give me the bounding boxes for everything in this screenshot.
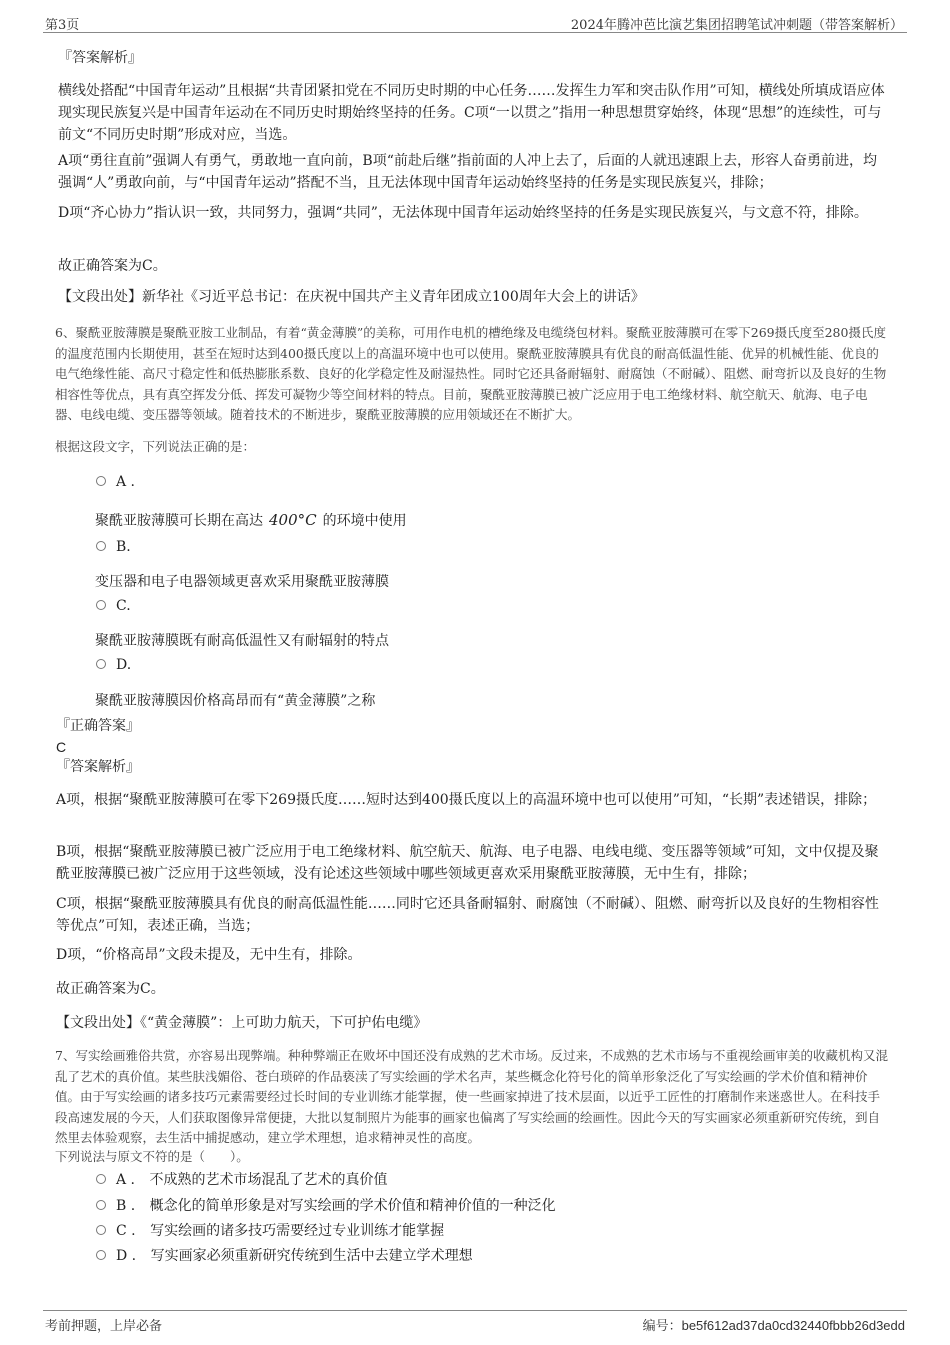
radio-icon[interactable] xyxy=(96,659,106,669)
q6-correct-answer: C xyxy=(56,739,67,755)
page-footer xyxy=(43,1310,907,1333)
q7-option-d[interactable]: D . 写实画家必须重新研究传统到生活中去建立学术理想 xyxy=(96,1246,473,1266)
q6-option-a[interactable]: A . xyxy=(96,472,135,492)
q6-option-c[interactable]: C. xyxy=(96,596,131,616)
q6-option-b-text: 变压器和电子电器领域更喜欢采用聚酰亚胺薄膜 xyxy=(95,574,389,590)
q6-analysis-d: D项，“价格高昂”文段未提及，无中生有，排除。 xyxy=(56,947,362,963)
q6-analysis-label: 『答案解析』 xyxy=(56,759,140,775)
q5-analysis-conclusion: 故正确答案为C。 xyxy=(58,258,167,274)
q6-source: 【文段出处】《“黄金薄膜”：上可助力航天，下可护佑电缆》 xyxy=(56,1015,428,1031)
q7-option-a[interactable]: A . 不成熟的艺术市场混乱了艺术的真价值 xyxy=(96,1170,387,1190)
q6-correct-label: 『正确答案』 xyxy=(56,718,140,734)
radio-icon[interactable] xyxy=(96,476,106,486)
page-header xyxy=(43,10,907,33)
q6-analysis-conclusion: 故正确答案为C。 xyxy=(56,981,165,997)
q6-analysis-c: C项，根据“聚酰亚胺薄膜具有优良的耐高低温性能……同时它还具备耐辐射、耐腐蚀（不耐碱）、阻燃、耐弯折以及良好的生物相容性等优点”可知，表述正确，当选； xyxy=(56,896,879,934)
radio-icon[interactable] xyxy=(96,1250,106,1260)
radio-icon[interactable] xyxy=(96,1200,106,1210)
q6-option-b[interactable]: B. xyxy=(96,537,131,557)
temperature-formula: 400°C xyxy=(269,511,317,529)
document-id: 编号：be5f612ad37da0cd32440fbbb26d3edd xyxy=(642,1318,905,1334)
document-title: 2024年腾冲芭比演艺集团招聘笔试冲刺题（带答案解析） xyxy=(570,18,903,33)
q6-option-a-text: 聚酰亚胺薄膜可长期在高达 400°C 的环境中使用 xyxy=(95,511,407,529)
q7-option-b[interactable]: B . 概念化的简单形象是对写实绘画的学术价值和精神价值的一种泛化 xyxy=(96,1196,556,1216)
q6-option-c-text: 聚酰亚胺薄膜既有耐高低温性又有耐辐射的特点 xyxy=(95,633,389,649)
q6-prompt: 根据这段文字，下列说法正确的是： xyxy=(55,439,256,454)
radio-icon[interactable] xyxy=(96,1225,106,1235)
q6-analysis-b: B项，根据“聚酰亚胺薄膜已被广泛应用于电工绝缘材料、航空航天、航海、电子电器、电线电缆、变压器等领域”可知，文中仅提及聚酰亚胺薄膜已被广泛应用于这些领域，没有论述这些领域中哪些领域更喜欢采用聚酰亚胺薄膜，无中生有，排除； xyxy=(56,844,879,882)
q6-analysis-a: A项，根据“聚酰亚胺薄膜可在零下269摄氏度……短时达到400摄氏度以上的高温环境中也可以使用”可知，“长期”表述错误，排除； xyxy=(56,792,877,808)
q7-option-c[interactable]: C . 写实绘画的诸多技巧需要经过专业训练才能掌握 xyxy=(96,1221,444,1241)
q6-option-d[interactable]: D. xyxy=(96,655,131,675)
footer-slogan: 考前押题，上岸必备 xyxy=(45,1319,163,1334)
page-number: 第3页 xyxy=(45,18,80,33)
q6-option-d-text: 聚酰亚胺薄膜因价格高昂而有“黄金薄膜”之称 xyxy=(95,693,376,709)
radio-icon[interactable] xyxy=(96,541,106,551)
radio-icon[interactable] xyxy=(96,600,106,610)
q5-source: 【文段出处】新华社《习近平总书记：在庆祝中国共产主义青年团成立100周年大会上的讲话》 xyxy=(58,289,645,305)
q7-stem: 7、写实绘画雅俗共赏，亦容易出现弊端。种种弊端正在败坏中国还没有成熟的艺术市场。反过来，不成熟的艺术市场与不重视绘画审美的收藏机构又混乱了艺术的真价值。某些肤浅媚俗、苍白琐碎的作品亵渎了写实绘画的学术名声，某些概念化符号化的简单形象泛化了写实绘画的学术价值和精神价值。由于写实绘画的诸多技巧元素需要经过长时间的专业训练才能掌握，使一些画家掉进了技术层面，以近乎工匠性的打磨制作来迷惑世人。在科技手段高速发展的今天，人们获取图像异常便捷，大批以复制照片为能事的画家也偏离了写实绘画的绘画性。因此今天的写实画家必须重新研究传统，到自然里去体验观察，去生活中捕捉感动，建立学术理想，追求精神灵性的高度。 xyxy=(55,1048,888,1145)
q6-stem: 6、聚酰亚胺薄膜是聚酰亚胺工业制品，有着“黄金薄膜”的美称，可用作电机的槽绝缘及电缆绕包材料。聚酰亚胺薄膜可在零下269摄氏度至280摄氏度的温度范围内长期使用，甚至在短时达到400摄氏度以上的高温环境中也可以使用。聚酰亚胺薄膜具有优良的耐高低温性能、优异的机械性能、优良的电气绝缘性能、高尺寸稳定性和低热膨胀系数、良好的化学稳定性及耐湿热性。同时它还具备耐辐射、耐腐蚀（不耐碱）、阻燃、耐弯折以及良好的生物相容性等优点，具有真空挥发分低、挥发可凝物少等空间材料的特点。目前，聚酰亚胺薄膜已被广泛应用于电工绝缘材料、航空航天、航海、电子电器、电线电缆、变压器等领域。随着技术的不断进步，聚酰亚胺薄膜的应用领域还在不断扩大。 xyxy=(55,325,887,422)
q5-analysis-p1: 横线处搭配“中国青年运动”且根据“共青团紧扣党在不同历史时期的中心任务……发挥生力军和突击队作用”可知，横线处所填成语应体现实现民族复兴是中国青年运动在不同历史时期始终坚持的任务。C项“一以贯之”指用一种思想贯穿始终，体现“思想”的连续性，可与前文“不同历史时期”形成对应，当选。 xyxy=(58,83,885,143)
q5-analysis-p3: D项“齐心协力”指认识一致，共同努力，强调“共同”，无法体现中国青年运动始终坚持的任务是实现民族复兴，与文意不符，排除。 xyxy=(58,205,868,221)
q5-analysis-p2: A项“勇往直前”强调人有勇气，勇敢地一直向前，B项“前赴后继”指前面的人冲上去了，后面的人就迅速跟上去，形容人奋勇前进，均强调“人”勇敢向前，与“中国青年运动”搭配不当，且无法体现中国青年运动始终坚持的任务是实现民族复兴，排除； xyxy=(58,153,878,191)
radio-icon[interactable] xyxy=(96,1174,106,1184)
q5-analysis-label: 『答案解析』 xyxy=(58,50,142,66)
q7-prompt: 下列说法与原文不符的是（ ）。 xyxy=(55,1149,249,1164)
